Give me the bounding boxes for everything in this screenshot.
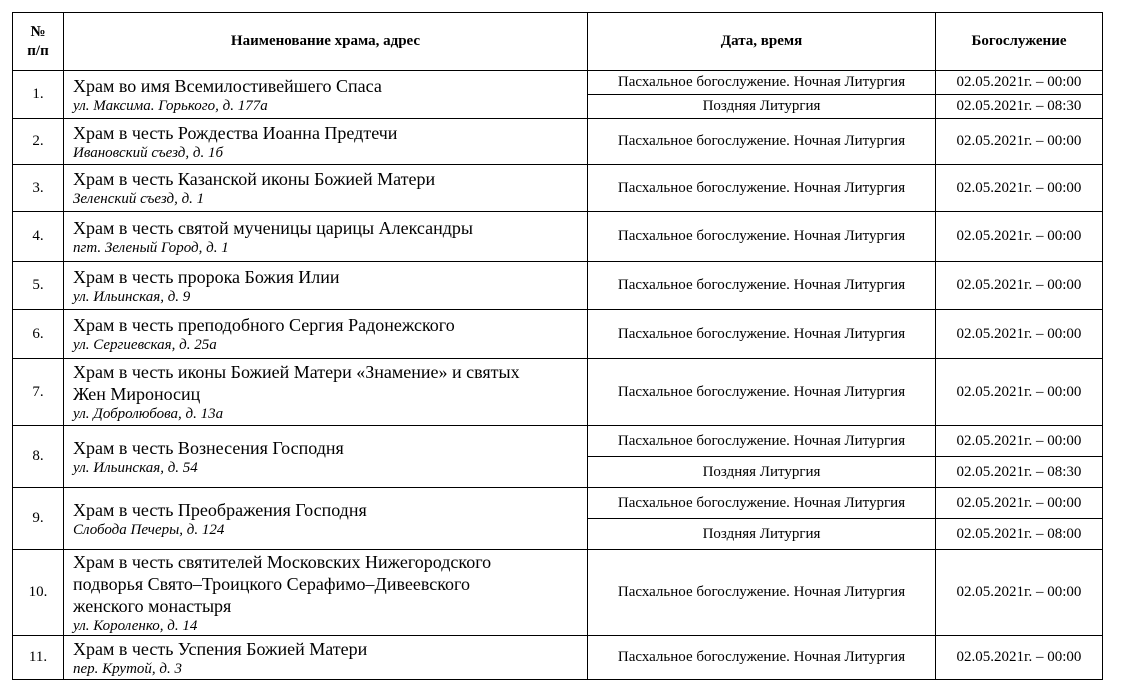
temple-address: пгт. Зеленый Город, д. 1 [73,239,229,256]
temple-address: Зеленский съезд, д. 1 [73,191,205,207]
temple-cell [64,426,588,488]
service-datetime: 02.05.2021г. – 08:00 [936,519,1103,550]
service-datetime: 02.05.2021г. – 08:30 [936,95,1103,119]
temple-address: ул. Короленко, д. 14 [73,617,198,634]
temple-cell [64,165,588,212]
service-name: Пасхальное богослужение. Ночная Литургия [588,165,936,212]
temple-name: Храм в честь Казанской иконы Божией Матери [73,169,436,189]
service-datetime: 02.05.2021г. – 00:00 [936,165,1103,212]
temple-cell [64,636,588,680]
row-number: 6. [13,310,64,359]
header-number-top: № [30,23,46,40]
service-datetime: 02.05.2021г. – 00:00 [936,426,1103,457]
service-name: Пасхальное богослужение. Ночная Литургия [588,550,936,636]
temple-name: Храм в честь пророка Божия Илии [73,266,340,287]
service-name: Пасхальное богослужение. Ночная Литургия [588,71,936,95]
temple-cell [64,212,588,262]
table-header-row [13,13,1103,71]
service-datetime: 02.05.2021г. – 00:00 [936,550,1103,636]
header-service: Богослужение [936,13,1103,71]
table-body [13,71,1103,680]
service-name: Пасхальное богослужение. Ночная Литургия [588,212,936,262]
service-datetime: 02.05.2021г. – 00:00 [936,71,1103,95]
service-name: Поздняя Литургия [588,95,936,119]
service-datetime: 02.05.2021г. – 00:00 [936,636,1103,680]
service-name: Пасхальное богослужение. Ночная Литургия [588,636,936,680]
row-number: 11. [13,636,64,680]
temple-cell [64,488,588,550]
temple-name: Храм в честь преподобного Сергия Радонежского [73,315,455,335]
service-datetime: 02.05.2021г. – 00:00 [936,262,1103,310]
header-date: Дата, время [588,13,936,71]
temple-cell [64,71,588,119]
row-number: 4. [13,212,64,262]
service-name: Пасхальное богослужение. Ночная Литургия [588,488,936,519]
service-name: Поздняя Литургия [588,457,936,488]
service-name: Пасхальное богослужение. Ночная Литургия [588,359,936,426]
temple-address: ул. Ильинская, д. 54 [73,459,198,476]
row-number: 3. [13,165,64,212]
row-number: 2. [13,119,64,165]
temple-cell [64,359,588,426]
service-datetime: 02.05.2021г. – 00:00 [936,359,1103,426]
table-row [13,636,1103,680]
header-name: Наименование храма, адрес [64,13,588,71]
temple-address: ул. Сергиевская, д. 25а [73,337,217,353]
row-number: 1. [13,71,64,119]
service-datetime: 02.05.2021г. – 00:00 [936,310,1103,359]
temple-address: Ивановский съезд, д. 1б [73,144,223,161]
table-row [13,165,1103,212]
row-number: 8. [13,426,64,488]
service-datetime: 02.05.2021г. – 08:30 [936,457,1103,488]
row-number: 5. [13,262,64,310]
schedule-table [12,12,1103,680]
temple-address: Слобода Печеры, д. 124 [73,521,225,538]
table-row [13,488,1103,519]
header-number [13,13,64,71]
temple-name: Храм в честь Преображения Господня [73,499,367,520]
temple-address: ул. Добролюбова, д. 13а [73,406,224,422]
temple-name: Храм в честь святителей Московских Нижегородского подворья Свято–Троицкого Серафимо–Дивеевского женского монастыря [73,551,492,616]
temple-cell [64,119,588,165]
row-number: 10. [13,550,64,636]
service-name: Пасхальное богослужение. Ночная Литургия [588,262,936,310]
table-row [13,426,1103,457]
temple-name: Храм в честь иконы Божией Матери «Знамение» и святых Жен Мироносиц [73,362,520,404]
table-row [13,359,1103,426]
temple-address: пер. Крутой, д. 3 [73,660,182,677]
temple-name: Храм в честь святой мученицы царицы Александры [73,217,473,238]
table-row [13,119,1103,165]
service-name: Пасхальное богослужение. Ночная Литургия [588,119,936,165]
service-name: Пасхальное богослужение. Ночная Литургия [588,310,936,359]
temple-address: ул. Максима. Горького, д. 177а [73,97,268,114]
temple-cell [64,550,588,636]
temple-name: Храм в честь Успения Божией Матери [73,638,368,659]
temple-name: Храм в честь Рождества Иоанна Предтечи [73,122,398,143]
table-row [13,550,1103,636]
row-number: 9. [13,488,64,550]
temple-cell [64,262,588,310]
temple-name: Храм в честь Вознесения Господня [73,437,344,458]
service-name: Пасхальное богослужение. Ночная Литургия [588,426,936,457]
table-row [13,212,1103,262]
row-number: 7. [13,359,64,426]
temple-cell [64,310,588,359]
service-name: Поздняя Литургия [588,519,936,550]
temple-name: Храм во имя Всемилостивейшего Спаса [73,75,382,96]
service-datetime: 02.05.2021г. – 00:00 [936,488,1103,519]
table-row [13,262,1103,310]
service-datetime: 02.05.2021г. – 00:00 [936,212,1103,262]
table-row [13,310,1103,359]
header-number-bottom: п/п [27,42,49,59]
temple-address: ул. Ильинская, д. 9 [73,288,191,305]
service-datetime: 02.05.2021г. – 00:00 [936,119,1103,165]
table-row [13,71,1103,95]
